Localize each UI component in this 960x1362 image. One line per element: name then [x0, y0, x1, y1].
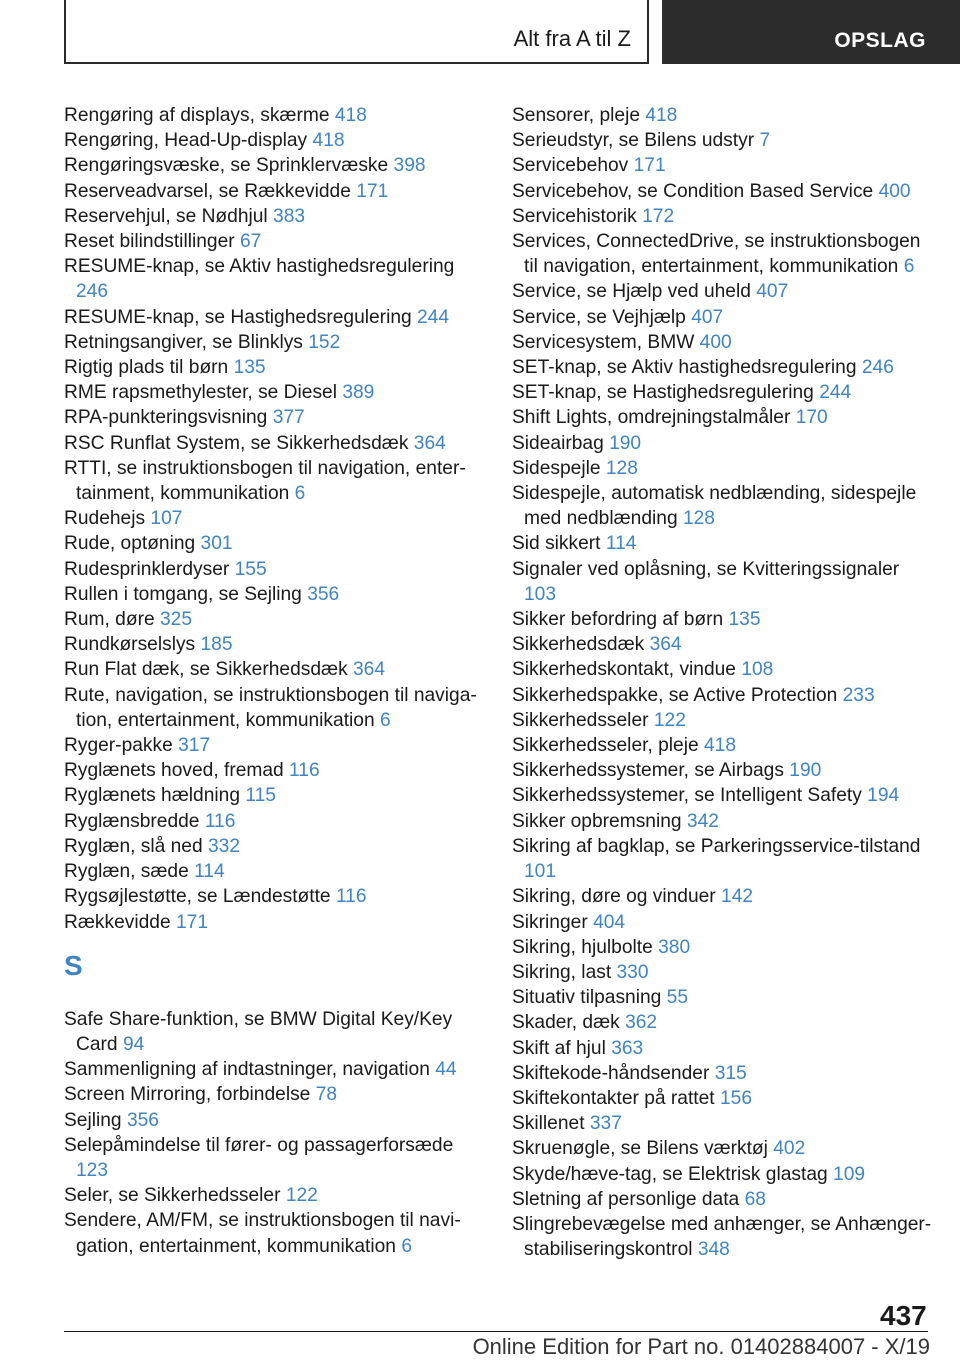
- entry-text: Sikring, last: [512, 961, 612, 983]
- page-link[interactable]: 194: [867, 785, 900, 807]
- header-section-box: [64, 0, 649, 64]
- page-number: 437: [880, 1300, 927, 1331]
- index-entry: [64, 733, 489, 758]
- entry-text: Sikkerhedssystemer, se Intelligent Safety: [512, 785, 862, 807]
- entry-text: Sikkerhedsseler, pleje: [512, 735, 699, 757]
- index-entry: [512, 683, 932, 708]
- entry-text: Safe Share-funktion, se BMW Digital Key/Key Card: [64, 1008, 453, 1055]
- index-entry: [64, 809, 489, 834]
- index-entry: [64, 557, 489, 582]
- index-entry: [64, 1183, 489, 1208]
- entry-text: Sikkerhedspakke, se Active Protection: [512, 684, 838, 706]
- section-letter: S: [64, 949, 83, 981]
- index-entry: [512, 531, 932, 556]
- entry-text: Rude, optøning: [64, 533, 196, 555]
- index-list-r: [64, 103, 489, 935]
- entry-text: Rudesprinklerdyser: [64, 558, 230, 580]
- page-link[interactable]: 6: [401, 1235, 412, 1257]
- page-link[interactable]: 171: [356, 180, 389, 202]
- entry-text: Servicesystem, BMW: [512, 331, 695, 353]
- entry-text: Ryglænets hældning: [64, 785, 240, 807]
- entry-text: Service, se Hjælp ved uheld: [512, 281, 751, 303]
- page-link[interactable]: 155: [234, 558, 267, 580]
- index-entry: [512, 1086, 932, 1111]
- entry-text: Selepåmindelse til fører- og passagerforsæde: [64, 1134, 454, 1156]
- index-entry: [64, 355, 489, 380]
- page-link[interactable]: 172: [642, 205, 675, 227]
- page-link[interactable]: 128: [682, 508, 715, 530]
- page-link[interactable]: 337: [589, 1113, 622, 1135]
- page-link[interactable]: 122: [285, 1185, 318, 1207]
- index-entry: [64, 204, 489, 229]
- page-link[interactable]: 342: [686, 810, 719, 832]
- entry-text: Ryglæn, slå ned: [64, 835, 203, 857]
- entry-text: Rigtig plads til børn: [64, 357, 229, 379]
- entry-text: Services, ConnectedDrive, se instruktionsbogen til navigation, entertainment, kommunikation: [512, 231, 921, 278]
- header-tab[interactable]: [662, 0, 960, 64]
- entry-text: Sikkerhedskontakt, vindue: [512, 659, 736, 681]
- entry-text: RSC Runflat System, se Sikkerhedsdæk: [64, 432, 409, 454]
- index-entry: [512, 179, 932, 204]
- entry-text: RTTI, se instruktionsbogen til navigation, entertainment, kommunikation: [64, 457, 466, 505]
- page-link[interactable]: 404: [593, 911, 626, 933]
- entry-text: Rengøring, Head-Up-display: [64, 130, 308, 152]
- page-link[interactable]: 7: [759, 130, 771, 152]
- page-link[interactable]: 170: [795, 407, 828, 429]
- entry-text: Skiftekode-håndsender: [512, 1062, 710, 1084]
- page-link[interactable]: 380: [658, 936, 691, 958]
- entry-text: Run Flat dæk, se Sikkerhedsdæk: [64, 659, 348, 681]
- entry-text: Slingrebevægelse med anhænger, se Anhænger-stabiliseringskontrol: [512, 1213, 932, 1261]
- index-entry: [512, 1111, 932, 1136]
- footer-divider: [64, 1331, 928, 1332]
- index-entry: [512, 985, 932, 1010]
- entry-text: Sendere, AM/FM, se instruktionsbogen til navigation, entertainment, kommunikation: [64, 1210, 461, 1257]
- entry-text: Skift af hjul: [512, 1037, 606, 1059]
- page-link[interactable]: 115: [245, 785, 276, 807]
- entry-text: Sideairbag: [512, 432, 604, 454]
- page-link[interactable]: 364: [353, 659, 386, 681]
- index-entry: [512, 733, 932, 758]
- index-entry: [512, 103, 932, 128]
- entry-text: RESUME-knap, se Hastighedsregulering: [64, 306, 412, 328]
- page-link[interactable]: 67: [239, 231, 262, 253]
- page-link[interactable]: 68: [744, 1188, 766, 1210]
- index-entry: [64, 683, 489, 733]
- index-entry: [64, 531, 489, 556]
- index-entry: [512, 279, 932, 304]
- index-entry: [64, 1208, 489, 1258]
- entry-text: Ryglænets hoved, fremad: [64, 760, 284, 782]
- page-link[interactable]: 109: [833, 1163, 866, 1185]
- index-entry: [64, 405, 489, 430]
- index-entry: [512, 481, 932, 531]
- index-entry: [64, 1007, 489, 1057]
- entry-text: Sensorer, pleje: [512, 105, 640, 126]
- page-link[interactable]: 135: [233, 357, 266, 379]
- page-link[interactable]: 108: [741, 659, 774, 681]
- entry-text: Sikring, døre og vinduer: [512, 886, 716, 908]
- entry-text: Sikkerhedsdæk: [512, 634, 645, 656]
- index-entry: [64, 506, 489, 531]
- entry-text: Skillenet: [512, 1113, 585, 1135]
- page-link[interactable]: 142: [721, 886, 754, 908]
- index-entry: [512, 405, 932, 430]
- entry-text: Rækkevidde: [64, 911, 171, 933]
- index-column-right: [512, 103, 932, 1262]
- index-entry: [64, 254, 489, 304]
- entry-text: Signaler ved oplåsning, se Kvitteringssignaler: [512, 558, 900, 580]
- page-link[interactable]: 418: [645, 105, 678, 126]
- index-entry: [64, 859, 489, 884]
- index-entry: [64, 1108, 489, 1133]
- index-entry: [64, 380, 489, 405]
- page-link[interactable]: 332: [208, 835, 241, 857]
- entry-text: Screen Mirroring, forbindelse: [64, 1084, 311, 1106]
- page-link[interactable]: 123: [76, 1159, 109, 1181]
- index-entry: [512, 305, 932, 330]
- entry-text: Sidespejle, automatisk nedblænding, sidespejle med nedblænding: [512, 483, 917, 530]
- index-entry: [512, 1187, 932, 1212]
- index-entry: [512, 380, 932, 405]
- entry-text: Ryglænsbredde: [64, 810, 200, 832]
- page-link[interactable]: 400: [878, 180, 911, 202]
- page-link[interactable]: 6: [379, 709, 391, 731]
- entry-text: Rute, navigation, se instruktionsbogen til navigation, entertainment, kommunikation: [64, 684, 477, 731]
- index-entry: [64, 884, 489, 909]
- entry-text: Sid sikkert: [512, 533, 601, 555]
- page-link[interactable]: 348: [697, 1239, 730, 1261]
- page-link[interactable]: 325: [159, 609, 192, 631]
- page-link[interactable]: 135: [728, 609, 761, 631]
- page-link[interactable]: 6: [294, 483, 306, 505]
- entry-text: Rum, døre: [64, 609, 155, 631]
- page-link[interactable]: 152: [308, 331, 341, 353]
- entry-text: SET-knap, se Hastighedsregulering: [512, 382, 814, 404]
- entry-text: Sikker opbremsning: [512, 810, 682, 832]
- page-link[interactable]: 356: [126, 1109, 159, 1131]
- page-link[interactable]: 400: [699, 331, 732, 353]
- index-entry: [64, 632, 489, 657]
- entry-text: Reserveadvarsel, se Rækkevidde: [64, 180, 351, 202]
- entry-text: Rudehejs: [64, 508, 146, 530]
- index-entry: [512, 204, 932, 229]
- entry-text: Sletning af personlige data: [512, 1188, 740, 1210]
- index-entry: [64, 582, 489, 607]
- page-link[interactable]: 244: [417, 306, 450, 328]
- index-entry: [64, 153, 489, 178]
- entry-text: Retningsangiver, se Blinklys: [64, 331, 303, 353]
- entry-text: Rygsøjlestøtte, se Lændestøtte: [64, 886, 331, 908]
- page-link[interactable]: 363: [611, 1037, 644, 1059]
- page-link[interactable]: 6: [903, 256, 915, 278]
- page-link[interactable]: 244: [819, 382, 852, 404]
- index-entry: [512, 431, 932, 456]
- entry-text: Service, se Vejhjælp: [512, 306, 686, 328]
- entry-text: Reservehjul, se Nødhjul: [64, 205, 268, 227]
- index-entry: [64, 834, 489, 859]
- entry-text: Sikringer: [512, 911, 588, 933]
- page-link[interactable]: 364: [413, 432, 446, 454]
- page-link[interactable]: 156: [719, 1087, 752, 1109]
- index-entry: [512, 783, 932, 808]
- index-entry: [512, 809, 932, 834]
- index-entry: [64, 128, 489, 153]
- index-entry: [512, 153, 932, 178]
- page-link[interactable]: 418: [334, 105, 367, 126]
- page-link[interactable]: 116: [204, 810, 236, 832]
- page-link[interactable]: 418: [312, 130, 345, 152]
- page-link[interactable]: 107: [150, 508, 183, 530]
- index-entry: [512, 607, 932, 632]
- entry-text: RME rapsmethylester, se Diesel: [64, 382, 337, 404]
- entry-text: RESUME-knap, se Aktiv hastighedsregulering: [64, 256, 455, 278]
- entry-text: Reset bilindstillinger: [64, 231, 235, 253]
- entry-text: Sidespejle: [512, 457, 601, 479]
- entry-text: Sikkerhedsseler: [512, 709, 649, 731]
- index-entry: [64, 103, 489, 128]
- index-entry: [64, 607, 489, 632]
- index-entry: [512, 758, 932, 783]
- page-link[interactable]: 116: [289, 760, 320, 782]
- index-entry: [512, 632, 932, 657]
- index-entry: [64, 431, 489, 456]
- index-entry: [512, 910, 932, 935]
- page-link[interactable]: 101: [524, 861, 557, 883]
- page-link[interactable]: 402: [773, 1138, 806, 1160]
- index-column-left: [64, 103, 489, 1259]
- index-list-s: [64, 1007, 489, 1259]
- page-link[interactable]: 301: [200, 533, 233, 555]
- entry-text: Skiftekontakter på rattet: [512, 1087, 715, 1109]
- index-entry: [64, 1133, 489, 1183]
- index-entry: [512, 229, 932, 279]
- page-link[interactable]: 246: [861, 357, 894, 379]
- page-link[interactable]: 383: [273, 205, 306, 227]
- index-entry: [512, 128, 932, 153]
- page-link[interactable]: 94: [122, 1033, 145, 1055]
- page-link[interactable]: 364: [649, 634, 682, 656]
- page-link[interactable]: 377: [272, 407, 305, 429]
- page-link[interactable]: 362: [625, 1012, 658, 1034]
- page-link[interactable]: 330: [616, 961, 649, 983]
- entry-text: SET-knap, se Aktiv hastighedsregulering: [512, 357, 857, 379]
- index-entry: [512, 1036, 932, 1061]
- page-link[interactable]: 122: [653, 709, 686, 731]
- page-link[interactable]: 55: [666, 987, 689, 1009]
- page-link[interactable]: 190: [789, 760, 822, 782]
- index-entry: [64, 330, 489, 355]
- entry-text: Sejling: [64, 1109, 122, 1131]
- entry-text: Servicebehov: [512, 155, 629, 177]
- index-entry: [512, 1061, 932, 1086]
- entry-text: Shift Lights, omdrejningstalmåler: [512, 407, 791, 429]
- index-entry: [64, 1057, 489, 1082]
- index-entry: [512, 1136, 932, 1161]
- entry-text: Situativ tilpasning: [512, 987, 662, 1009]
- index-entry: [64, 657, 489, 682]
- index-entry: [512, 834, 932, 884]
- index-entry: [512, 884, 932, 909]
- section-title: Alt fra A til Z: [513, 26, 631, 51]
- index-entry: [512, 330, 932, 355]
- page-link[interactable]: 233: [842, 684, 875, 706]
- index-entry: [64, 229, 489, 254]
- entry-text: Sikring af bagklap, se Parkeringsservice-tilstand: [512, 835, 921, 857]
- index-entry: [64, 456, 489, 506]
- page-link[interactable]: 171: [176, 911, 209, 933]
- index-entry: [512, 1010, 932, 1035]
- page-link[interactable]: 190: [609, 432, 642, 454]
- index-entry: [64, 305, 489, 330]
- entry-text: Servicehistorik: [512, 205, 637, 227]
- page-link[interactable]: 128: [605, 457, 638, 479]
- entry-text: Sikkerhedssystemer, se Airbags: [512, 760, 784, 782]
- page-link[interactable]: 317: [178, 735, 211, 757]
- index-entry: [512, 1212, 932, 1262]
- index-entry: [512, 935, 932, 960]
- index-entry: [512, 557, 932, 607]
- tab-label: OPSLAG: [834, 29, 926, 52]
- entry-text: RPA-punkteringsvisning: [64, 407, 268, 429]
- entry-text: Servicebehov, se Condition Based Service: [512, 180, 874, 202]
- entry-text: Rengøring af displays, skærme: [64, 105, 330, 126]
- entry-text: Skader, dæk: [512, 1012, 620, 1034]
- page-link[interactable]: 114: [194, 861, 225, 883]
- page-link[interactable]: 407: [691, 306, 724, 328]
- entry-text: Rundkørselslys: [64, 634, 196, 656]
- footer-edition: Online Edition for Part no. 01402884007 - X/19: [472, 1334, 930, 1359]
- page-link[interactable]: 116: [335, 886, 367, 908]
- page-link[interactable]: 78: [315, 1084, 338, 1106]
- index-entry: [64, 758, 489, 783]
- index-entry: [64, 910, 489, 935]
- entry-text: Sikring, hjulbolte: [512, 936, 653, 958]
- entry-text: Serieudstyr, se Bilens udstyr: [512, 130, 755, 152]
- page-link[interactable]: 418: [704, 735, 737, 757]
- page-link[interactable]: 407: [756, 281, 789, 303]
- page-link[interactable]: 356: [307, 583, 340, 605]
- entry-text: Skyde/hæve-tag, se Elektrisk glastag: [512, 1163, 828, 1185]
- index-entry: [512, 355, 932, 380]
- index-entry: [512, 708, 932, 733]
- entry-text: Sammenligning af indtastninger, navigation: [64, 1059, 430, 1081]
- page-link[interactable]: 246: [76, 281, 109, 303]
- index-list-s-continued: [512, 103, 932, 1262]
- entry-text: Ryger-pakke: [64, 735, 173, 757]
- index-entry: [512, 1162, 932, 1187]
- index-entry: [64, 783, 489, 808]
- index-entry: [512, 657, 932, 682]
- page-link[interactable]: 389: [342, 382, 375, 404]
- page-link[interactable]: 315: [714, 1062, 747, 1084]
- entry-text: Sikker befordring af børn: [512, 609, 724, 631]
- index-entry: [64, 1082, 489, 1107]
- entry-text: Rullen i tomgang, se Sejling: [64, 583, 302, 605]
- page-link[interactable]: 185: [200, 634, 233, 656]
- index-entry: [64, 179, 489, 204]
- entry-text: Rengøringsvæske, se Sprinklervæske: [64, 155, 389, 177]
- entry-text: Seler, se Sikkerhedsseler: [64, 1185, 281, 1207]
- index-entry: [512, 456, 932, 481]
- index-entry: [512, 960, 932, 985]
- page-link[interactable]: 114: [605, 533, 637, 555]
- entry-text: Skruenøgle, se Bilens værktøj: [512, 1138, 768, 1160]
- page-link[interactable]: 398: [393, 155, 426, 177]
- entry-text: Ryglæn, sæde: [64, 861, 189, 883]
- page-link[interactable]: 103: [524, 583, 557, 605]
- page-link[interactable]: 171: [633, 155, 666, 177]
- page-link[interactable]: 44: [435, 1059, 457, 1081]
